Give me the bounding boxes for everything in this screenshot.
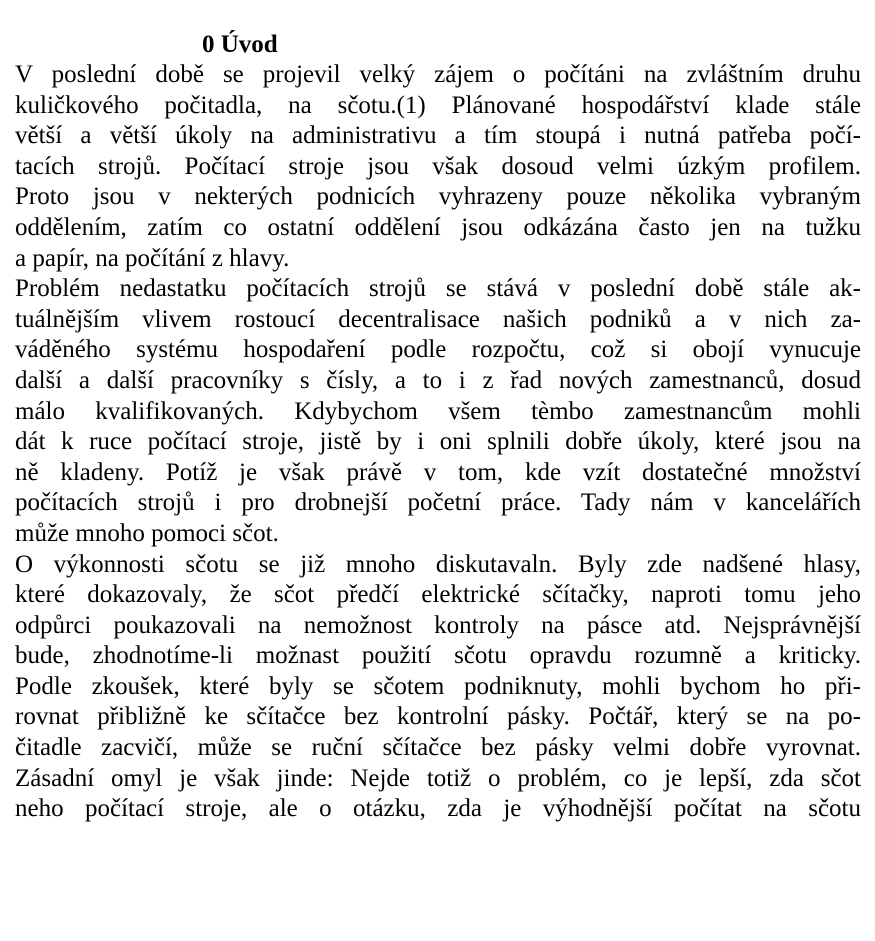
text-line: O výkonnosti sčotu se již mnoho diskutavaln. Byly zde nadšené hlasy,: [15, 550, 861, 578]
text-line-paragraph-end: může mnoho pomoci sčot.: [15, 519, 279, 547]
text-line: čitadle zacvičí, může se ruční sčítačce bez pásky velmi dobře vyrovnat.: [15, 734, 861, 762]
text-line: další a další pracovníky s čísly, a to i z řad nových zamestnanců, dosud: [15, 366, 861, 394]
text-line: Proto jsou v nekterých podnicích vyhrazeny pouze několika vybraným: [15, 183, 861, 211]
text-line: kuličkového počitadla, na sčotu.(1) Plánované hospodářství klade stále: [15, 91, 861, 119]
body-text: [15, 60, 861, 825]
text-line: málo kvalifikovaných. Kdybychom všem tèmbo zamestnancům mohli: [15, 397, 861, 425]
text-line: rovnat přibližně ke sčítačce bez kontrolní pásky. Počtář, který se na po-: [15, 703, 861, 731]
text-line: dát k ruce počítací stroje, jistě by i oni splnili dobře úkoly, které jsou na: [15, 428, 861, 456]
text-line-paragraph-end: a papír, na počítání z hlavy.: [15, 244, 290, 272]
text-line: které dokazovaly, že sčot předčí elektrické sčítačky, naproti tomu jeho: [15, 581, 861, 609]
text-line: V poslední době se projevil velký zájem o počítáni na zvláštním druhu: [15, 61, 861, 88]
text-line: Problém nedastatku počítacích strojů se stává v poslední době stále ak-: [15, 275, 861, 303]
text-line: ně kladeny. Potíž je však právě v tom, kde vzít dostatečné množství: [15, 458, 861, 486]
text-line: váděného systému hospodaření podle rozpočtu, což si obojí vynucuje: [15, 336, 861, 364]
section-heading: 0 Úvod: [202, 31, 278, 58]
text-line: Podle zkoušek, které byly se sčotem podniknuty, mohli bychom ho při-: [15, 672, 861, 700]
text-line: tuálnějším vlivem rostoucí decentralisace našich podniků a v nich za-: [15, 305, 861, 333]
text-line: větší a větší úkoly na administrativu a tím stoupá i nutná patřeba počí-: [15, 122, 861, 150]
text-line: odpůrci poukazovali na nemožnost kontroly na pásce atd. Nejsprávnější: [15, 611, 861, 639]
text-line: tacích strojů. Počítací stroje jsou však dosoud velmi úzkým profilem.: [15, 152, 861, 180]
text-line: oddělením, zatím co ostatní oddělení jsou odkázána často jen na tužku: [15, 213, 861, 241]
text-line: bude, zhodnotíme-li možnast použití sčotu opravdu rozumně a kriticky.: [15, 642, 861, 670]
text-line: počítacích strojů i pro drobnejší početní práce. Tady nám v kancelářích: [15, 489, 861, 517]
text-line: neho počítací stroje, ale o otázku, zda je výhodnější počítat na sčotu: [15, 795, 861, 823]
text-line: Zásadní omyl je však jinde: Nejde totiž o problém, co je lepší, zda sčot: [15, 764, 861, 792]
